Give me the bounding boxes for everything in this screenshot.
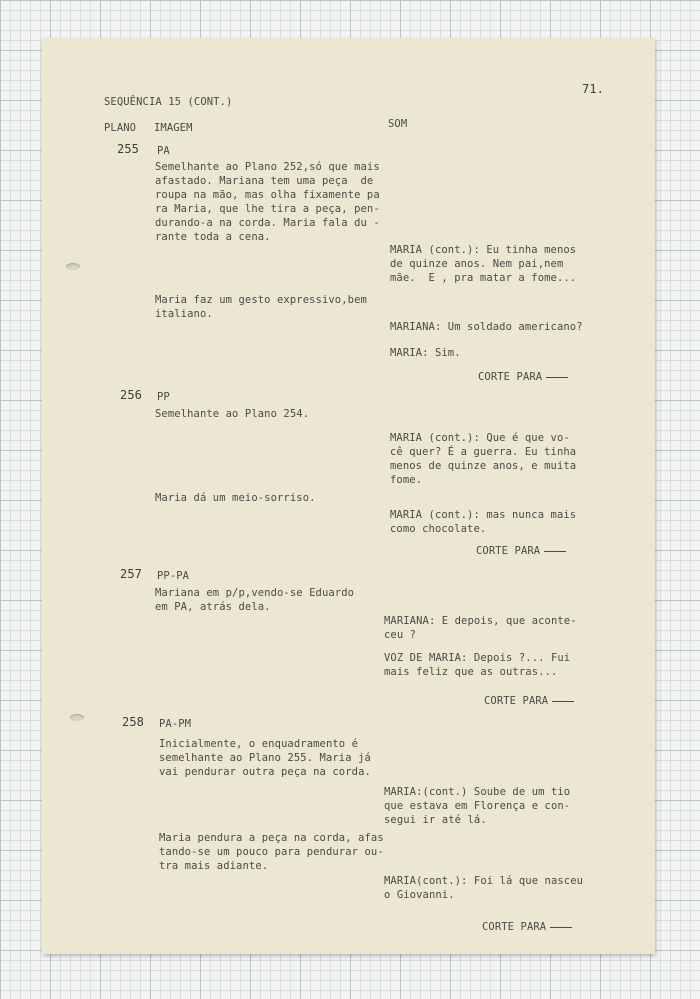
sound-dialogue: MARIA (cont.): mas nunca mais como chocolate. — [390, 509, 577, 535]
image-description: Maria faz um gesto expressivo,bem italiano. — [155, 294, 367, 320]
sound-dialogue: MARIA (cont.): Eu tinha menos de quinze anos. Nem pai,nem mãe. E , pra matar a fome... — [390, 244, 577, 284]
transition-cut — [478, 370, 568, 384]
sequence-heading: SEQUÊNCIA 15 (CONT.) — [104, 96, 233, 108]
sound-dialogue: MARIA (cont.): Que é que vo- cê quer? É a guerra. Eu tinha menos de quinze anos, e muita fome. — [390, 432, 577, 486]
transition-label: CORTE PARA — [476, 545, 541, 557]
sound-dialogue: MARIANA: Um soldado americano? — [390, 321, 583, 333]
page-number: 71. — [582, 82, 604, 96]
arrow-icon — [550, 927, 572, 928]
sound-dialogue: MARIANA: E depois, que aconte- ceu ? — [384, 615, 577, 641]
shot-type: PA-PM — [159, 718, 192, 730]
image-description: Maria dá um meio-sorriso. — [155, 492, 316, 504]
shot-type: PA — [157, 145, 170, 157]
column-imagem: IMAGEM — [154, 122, 193, 134]
punch-hole-bottom — [70, 714, 84, 721]
image-description: Maria pendura a peça na corda, afas tando-se um pouco para pendurar ou- tra mais adiante. — [159, 832, 384, 872]
transition-label: CORTE PARA — [478, 371, 543, 383]
arrow-icon — [552, 701, 574, 702]
image-description: Semelhante ao Plano 252,só que mais afastado. Mariana tem uma peça de roupa na mão, mas olha fixamente pa ra Maria, que lhe tira a peça, pen- durando-a na corda. Maria fala du - rante toda a cena. — [155, 161, 380, 243]
transition-label: CORTE PARA — [482, 921, 547, 933]
shot-type: PP — [157, 391, 170, 403]
transition-cut — [484, 694, 574, 708]
image-description: Inicialmente, o enquadramento é semelhante ao Plano 255. Maria já vai pendurar outra peça na corda. — [159, 738, 371, 778]
image-description: Mariana em p/p,vendo-se Eduardo em PA, atrás dela. — [155, 587, 355, 613]
transition-label: CORTE PARA — [484, 695, 549, 707]
arrow-icon — [544, 551, 566, 552]
shot-number: 258 — [122, 715, 144, 729]
script-page — [42, 38, 655, 954]
punch-hole-top — [66, 263, 80, 270]
image-description: Semelhante ao Plano 254. — [155, 408, 310, 420]
transition-cut — [476, 544, 566, 558]
column-som: SOM — [388, 118, 408, 130]
shot-number: 257 — [120, 567, 142, 581]
arrow-icon — [546, 377, 568, 378]
sound-dialogue: MARIA: Sim. — [390, 347, 461, 359]
column-plano: PLANO — [104, 122, 137, 134]
sound-dialogue: VOZ DE MARIA: Depois ?... Fui mais feliz que as outras... — [384, 652, 571, 678]
shot-type: PP-PA — [157, 570, 190, 582]
shot-number: 255 — [117, 142, 139, 156]
sound-dialogue: MARIA:(cont.) Soube de um tio que estava em Florença e con- segui ir até lá. — [384, 786, 571, 826]
transition-cut — [482, 920, 572, 934]
sound-dialogue: MARIA(cont.): Foi lá que nasceu o Giovanni. — [384, 875, 584, 901]
shot-number: 256 — [120, 388, 142, 402]
